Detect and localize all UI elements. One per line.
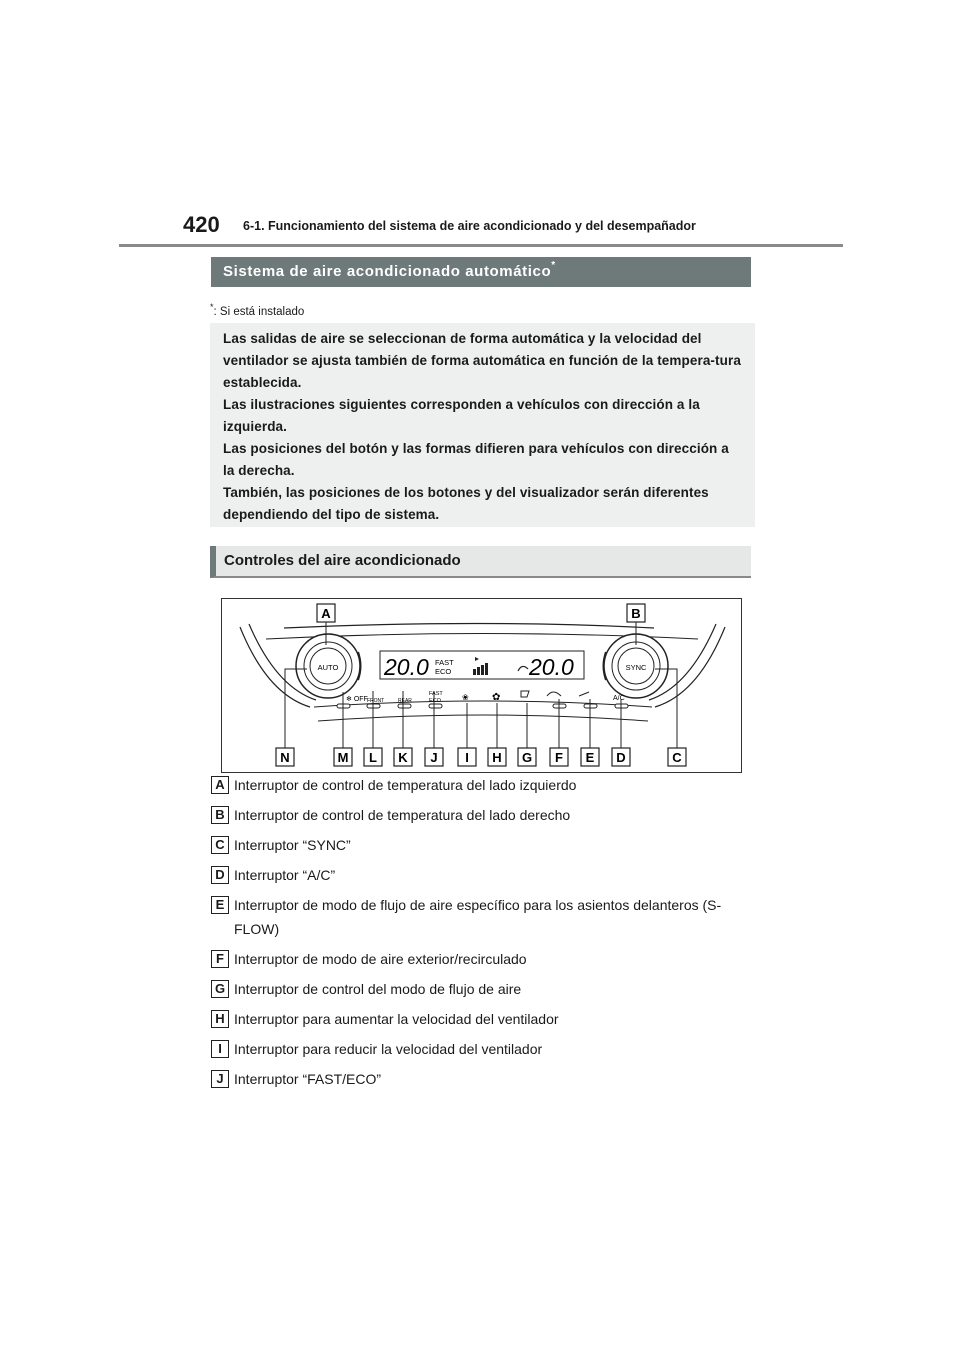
s-flow-icon: [579, 692, 589, 696]
footnote: [210, 302, 304, 318]
legend-item: [211, 893, 751, 941]
info-note-box: [210, 323, 755, 527]
legend-item: [211, 1067, 751, 1091]
sync-label: SYNC: [625, 663, 647, 672]
legend-key: G: [211, 980, 229, 998]
legend-key: F: [211, 950, 229, 968]
legend-text: Interruptor de modo de aire exterior/recirculado: [234, 951, 527, 967]
climate-panel-drawing: [222, 599, 743, 774]
callout-i: I: [465, 750, 469, 765]
legend-item: [211, 833, 751, 857]
front-label: FRONT: [367, 698, 385, 704]
legend-text: Interruptor para aumentar la velocidad del ventilador: [234, 1011, 559, 1027]
climate-panel-illustration: [221, 598, 742, 773]
callout-k: K: [398, 750, 408, 765]
display-seat-icon: [518, 666, 528, 671]
panel-top-edge: [284, 624, 654, 629]
off-label: ❄ OFF: [346, 696, 368, 703]
legend-item: [211, 1007, 751, 1031]
legend-key: E: [211, 896, 229, 914]
callout-g: G: [521, 750, 533, 765]
callout-f: F: [555, 750, 563, 765]
legend-text: Interruptor “SYNC”: [234, 837, 351, 853]
legend-text: Interruptor “FAST/ECO”: [234, 1071, 382, 1087]
legend-item: [211, 947, 751, 971]
fasteco-top-label: FAST: [429, 691, 443, 697]
legend-key: D: [211, 866, 229, 884]
legend-text: Interruptor “A/C”: [234, 867, 336, 883]
header-rule: [119, 244, 843, 247]
legend-key: I: [211, 1040, 229, 1058]
section-heading-text: Sistema de aire acondicionado automático: [223, 263, 552, 280]
legend-item: [211, 977, 751, 1001]
fan-down-icon: ❀: [462, 693, 469, 702]
footnote-star: *: [210, 302, 214, 312]
section-heading-automatic-ac: [211, 257, 751, 287]
legend-key: C: [211, 836, 229, 854]
auto-label: AUTO: [317, 663, 339, 672]
chapter-title: 6-1. Funcionamiento del sistema de aire acondicionado y del desempañador: [243, 219, 696, 233]
fan-bar: [481, 665, 484, 675]
section-heading-controls: Controles del aire acondicionado: [210, 546, 751, 578]
legend-item: [211, 773, 751, 797]
note-paragraph: Las ilustraciones siguientes corresponden a vehículos con dirección a la izquierda.: [223, 397, 700, 434]
display-temp-left: 20.0: [384, 654, 429, 680]
display-fast-label: FAST: [435, 658, 454, 667]
note-paragraph: También, las posiciones de los botones y del visualizador serán diferentes dependiendo del tipo de sistema.: [223, 485, 709, 522]
legend-item: [211, 1037, 751, 1061]
callout-c: C: [672, 750, 682, 765]
display-eco-label: ECO: [435, 667, 452, 676]
legend-text: Interruptor de control de temperatura del lado izquierdo: [234, 777, 577, 793]
legend-text: Interruptor de control del modo de flujo de aire: [234, 981, 522, 997]
callout-row-bottom: [276, 748, 686, 766]
rear-label: REAR: [398, 698, 412, 704]
note-paragraph: Las posiciones del botón y las formas difieren para vehículos con dirección a la derecha.: [223, 441, 729, 478]
legend-key: A: [211, 776, 229, 794]
legend-key: B: [211, 806, 229, 824]
callout-h: H: [492, 750, 502, 765]
legend-text: Interruptor para reducir la velocidad del ventilador: [234, 1041, 543, 1057]
display-temp-right: 20.0: [529, 654, 574, 680]
fan-up-icon: ✿: [492, 692, 501, 703]
legend-item: [211, 803, 751, 827]
display-fan-icon: [475, 657, 479, 661]
note-paragraph: Las salidas de aire se seleccionan de forma automática y la velocidad del ventilador se ajusta también de forma automática en función de la tempera-tura establecida.: [223, 331, 741, 390]
callout-d: D: [616, 750, 626, 765]
footnote-text: : Si está instalado: [213, 305, 305, 318]
legend-key: H: [211, 1010, 229, 1028]
page-number: 420: [183, 212, 220, 237]
fan-bar: [473, 669, 476, 675]
legend-text: Interruptor de modo de flujo de aire específico para los asientos delanteros (S-FLOW): [234, 897, 722, 937]
callout-e: E: [585, 750, 595, 765]
airflow-mode-icon: [521, 691, 529, 697]
callout-b-text: B: [631, 606, 641, 621]
callout-a-text: A: [321, 606, 331, 621]
fan-bar: [485, 663, 488, 675]
fan-bar: [477, 667, 480, 675]
footnote-marker: *: [551, 260, 556, 271]
fasteco-bottom-label: ECO: [429, 698, 441, 704]
callout-legend: [211, 773, 751, 1097]
callout-j: J: [430, 750, 438, 765]
pill: [429, 704, 442, 708]
callout-n: N: [280, 750, 290, 765]
ac-label: A/C: [613, 695, 625, 702]
legend-key: J: [211, 1070, 229, 1088]
legend-text: Interruptor de control de temperatura del lado derecho: [234, 807, 571, 823]
pill: [398, 704, 411, 708]
button-bar-bottom: [318, 715, 648, 721]
recirculate-icon: [547, 692, 561, 696]
legend-item: [211, 863, 751, 887]
callout-m: M: [337, 750, 349, 765]
callout-l: L: [369, 750, 377, 765]
